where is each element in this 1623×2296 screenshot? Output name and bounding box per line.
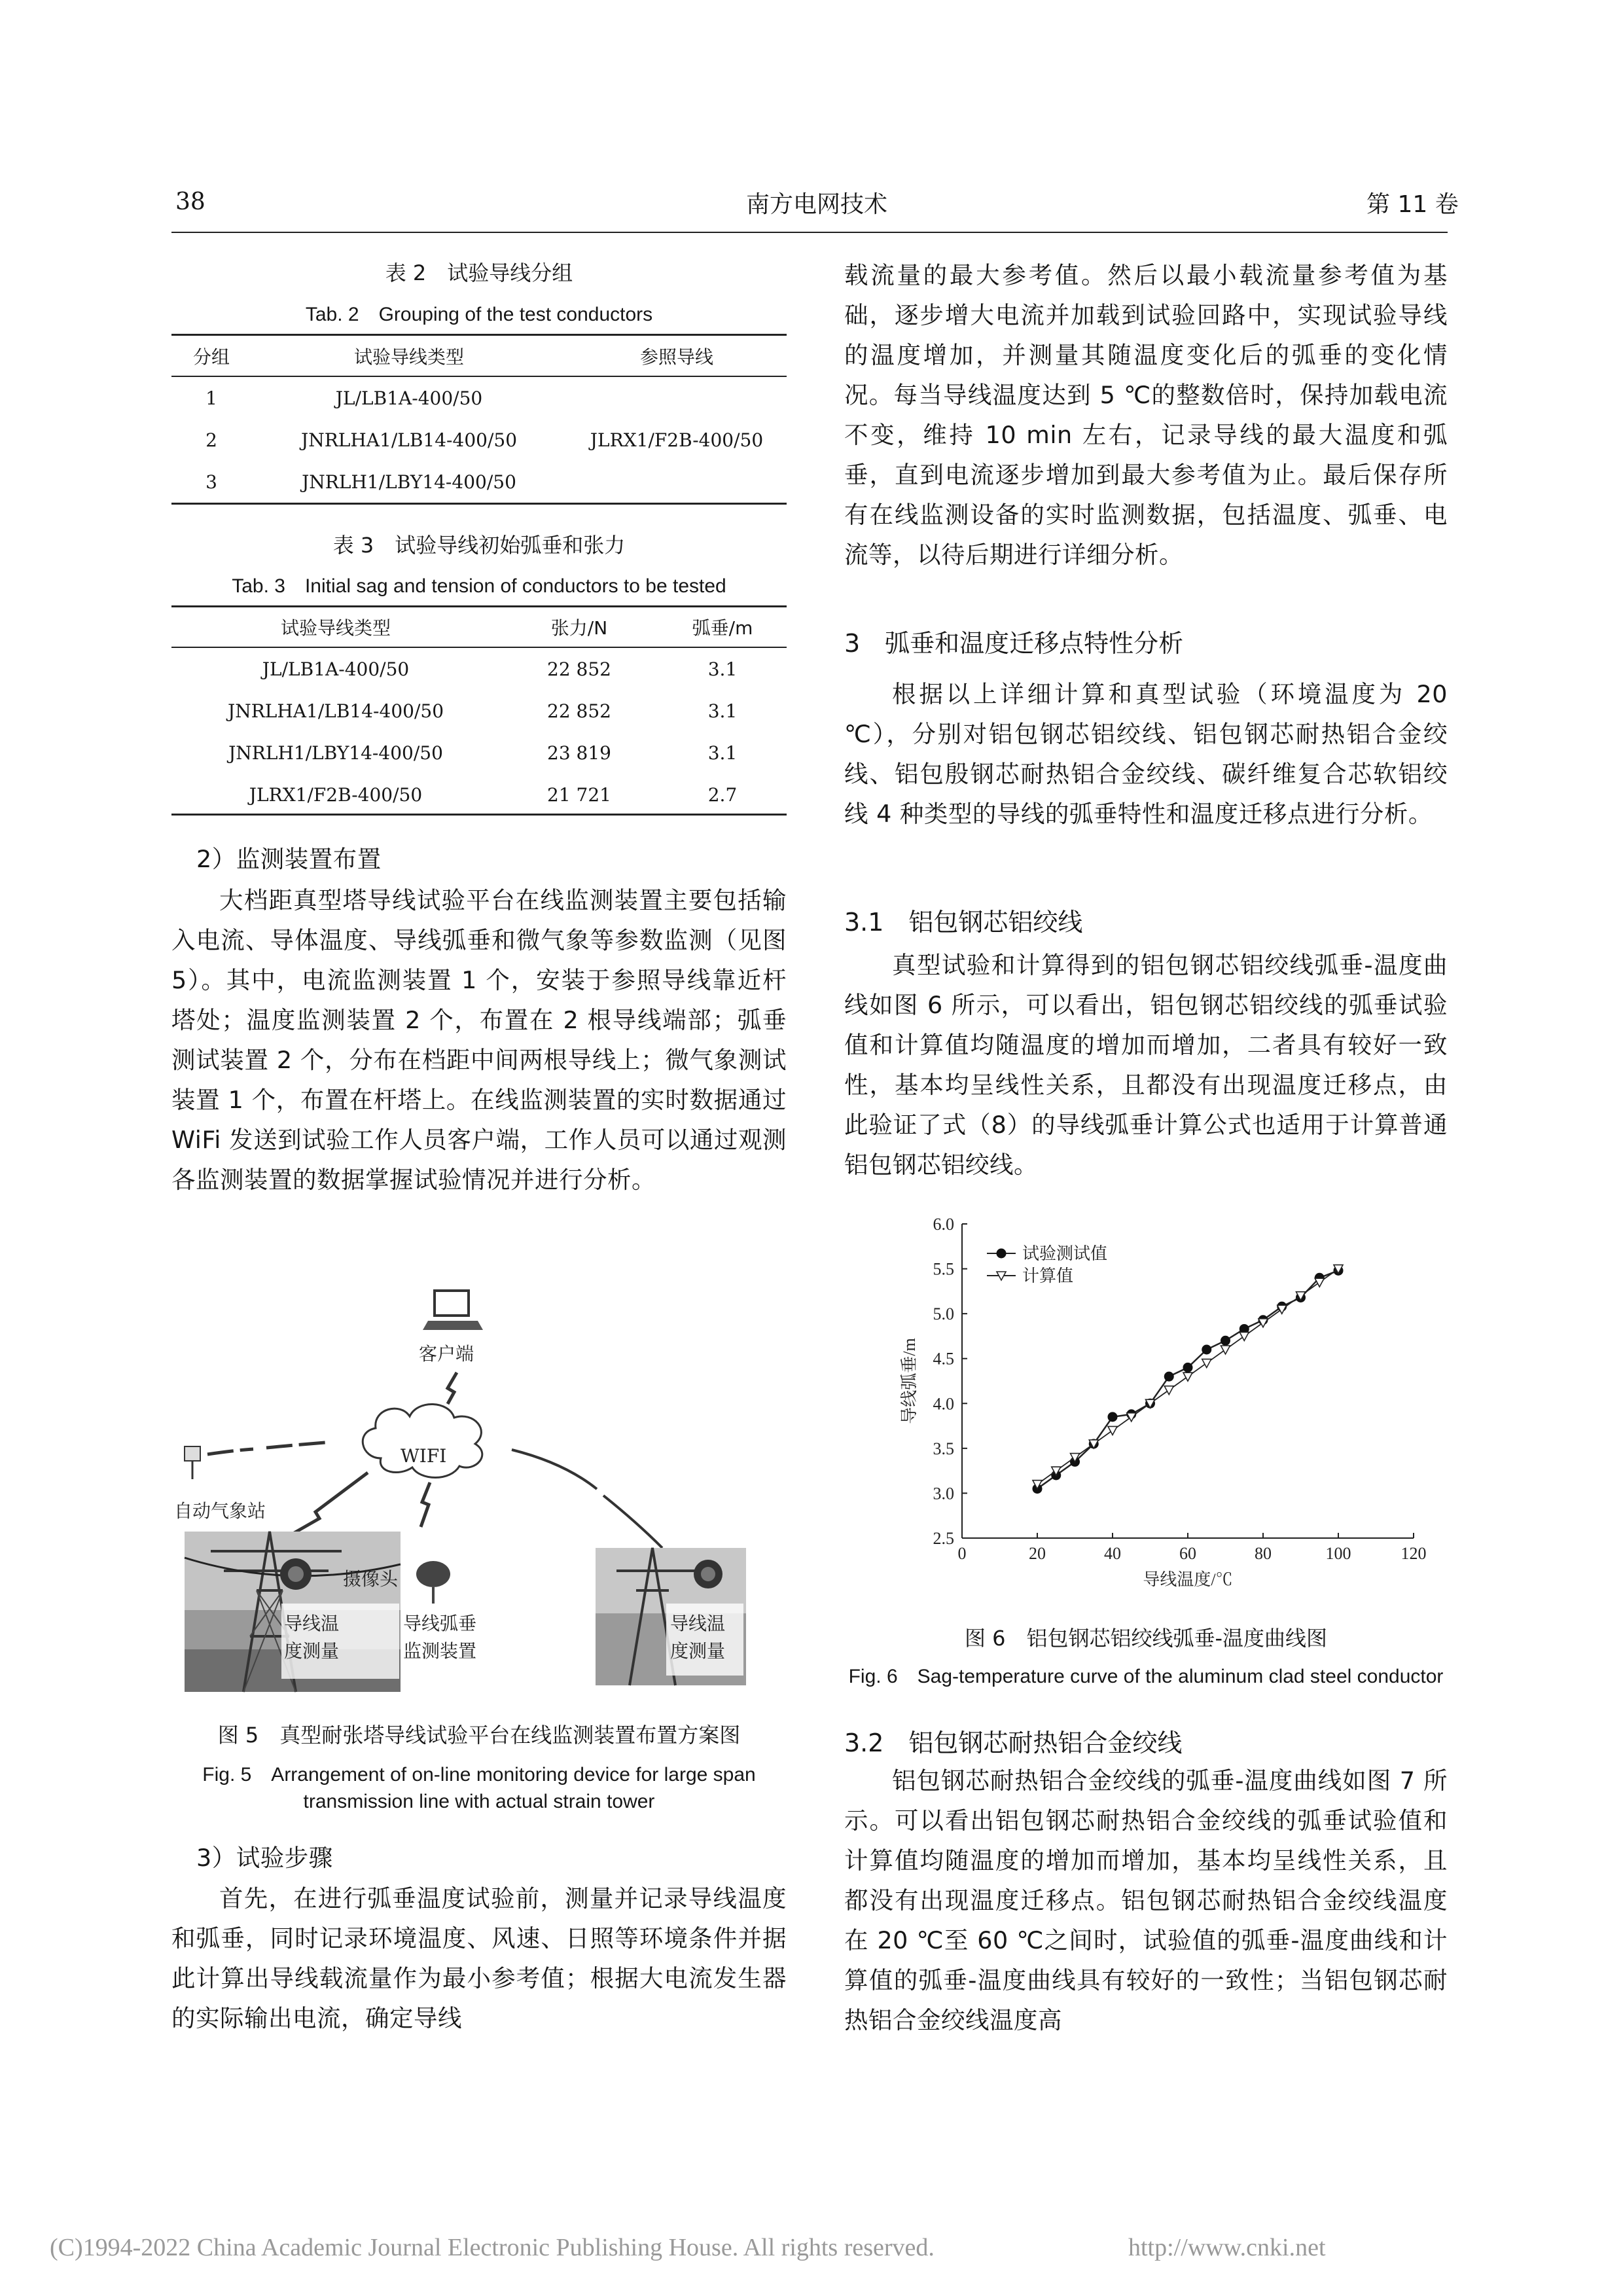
tower-photo-left [185,1532,401,1692]
laptop-icon [423,1291,483,1330]
table2-top-rule [171,334,787,336]
table2-caption-cn: 表 2 试验导线分组 [385,260,573,285]
legend-label-1: 试验测试值 [1022,1244,1108,1263]
data-point-calculated [1240,1332,1249,1340]
data-point-measured [1202,1345,1211,1355]
table-header-cell: 弧垂/m [692,617,753,639]
x-tick-label: 20 [1029,1544,1046,1563]
table-header-cell: 张力/N [550,617,608,639]
x-axis-label: 导线温度/℃ [1143,1570,1233,1589]
table-header-cell: 试验导线类型 [280,617,391,639]
y-axis-label: 导线弧垂/m [900,1338,919,1424]
page-number: 38 [175,188,205,215]
footer-url[interactable]: http://www.cnki.net [1128,2234,1326,2261]
y-tick-label: 3.5 [933,1439,954,1458]
sag-monitor-icon [416,1561,450,1604]
table-row [171,774,787,816]
copyright-notice: (C)1994-2022 China Academic Journal Electronic Publishing House. All rights reserved. [50,2234,935,2261]
table3 [171,607,787,816]
table-header-cell: 参照导线 [639,346,713,368]
data-point-calculated [1108,1426,1117,1435]
table-header-cell: 分组 [192,346,230,368]
table-row [171,690,787,732]
x-tick-label: 0 [957,1544,967,1563]
temperature-label-left-2: 度测量 [284,1640,340,1662]
table-row [171,732,787,774]
table-cell: 3.1 [707,742,738,764]
data-point-measured [1221,1336,1230,1346]
paragraph-section-3-1: 真型试验和计算得到的铝包钢芯铝绞线弧垂-温度曲线如图 6 所示，可以看出，铝包钢芯铝绞线的弧垂试验值和计算值均随温度的增加而增加，二者具有较好一致性，基本均呈线性关系，且都没有出现温度迁移点，由此验证了式（8）的导线弧垂计算公式也适用于计算普通铝包钢芯铝绞线。 [844,951,1448,1179]
header-rule [171,232,1448,233]
table-cell: JLRX1/F2B-400/50 [249,783,423,806]
table-row [171,419,787,461]
sag-monitor-label-2: 监测装置 [403,1640,477,1662]
table-cell: 3.1 [707,658,738,680]
table-cell: JLRX1/F2B-400/50 [590,429,764,451]
wifi-label: WIFI [401,1445,447,1467]
figure5-caption-cn: 图 5 真型耐张塔导线试验平台在线监测装置布置方案图 [217,1723,741,1748]
paragraph-monitoring: 大档距真型塔导线试验平台在线监测装置主要包括输入电流、导体温度、导线弧垂和微气象等参数监测（见图 5）。其中，电流监测装置 1 个，安装于参照导线靠近杆塔处；温度监测装置 2 个，布置在 2 根导线端部；弧垂测试装置 2 个，分布在档距中间两根导线上；微气象测试装置 1 个，布置在杆塔上。在线监测装置的实时数据通过 WiFi 发送到试验工作人员客户端，工作人员可以通过观测各监测装置的数据掌握试验情况并进行分析。 [171,886,787,1194]
table2 [171,336,787,503]
weather-station-label: 自动气象站 [174,1500,266,1522]
table-cell: 23 819 [547,742,611,764]
y-tick-label: 4.0 [933,1394,954,1414]
table-header-row [171,336,787,376]
table-cell: 3 [205,471,217,493]
table-cell: 2.7 [707,783,738,806]
temperature-label-right-2: 度测量 [670,1640,726,1662]
figure-6-chart [870,1204,1440,1623]
y-tick-label: 2.5 [933,1529,954,1548]
figure5-caption-en-2: transmission line with actual strain tower [303,1791,655,1812]
paragraph-right-top: 载流量的最大参考值。然后以最小载流量参考值为基础，逐步增大电流并加载到试验回路中，实现试验导线的温度增加，并测量其随温度变化后的弧垂的变化情况。每当导线温度达到 5 ℃的整数倍时，保持加载电流不变，维持 10 min 左右，记录导线的最大温度和弧垂，直到电流逐步增加到最大参考值为止。最后保存所有在线监测设备的实时监测数据，包括温度、弧垂、电流等，以待后期进行详细分析。 [844,261,1448,569]
table-cell [567,377,787,419]
table-cell: 22 852 [547,658,611,680]
legend-label-2: 计算值 [1022,1266,1074,1285]
table-cell: JNRLHA1/LB14-400/50 [300,429,518,451]
temperature-label-left-1: 导线温 [284,1613,340,1634]
paragraph-steps: 首先，在进行弧垂温度试验前，测量并记录导线温度和弧垂，同时记录环境温度、风速、日照等环境条件并据此计算出导线载流量作为最小参考值；根据大电流发生器的实际输出电流，确定导线 [171,1884,787,2032]
subheading-steps: 3）试验步骤 [196,1844,333,1872]
y-tick-label: 5.0 [933,1304,954,1324]
y-tick-label: 3.0 [933,1484,954,1503]
table-cell: JNRLH1/LBY14-400/50 [302,471,516,493]
data-point-calculated [1221,1346,1230,1354]
temperature-label-right-1: 导线温 [670,1613,726,1634]
x-tick-label: 40 [1104,1544,1121,1563]
table3-caption-cn: 表 3 试验导线初始弧垂和张力 [332,533,626,558]
table-cell: JNRLH1/LBY14-400/50 [228,742,443,764]
table-cell: 3.1 [707,700,738,722]
table-cell: JNRLHA1/LB14-400/50 [227,700,444,722]
data-point-measured [1108,1412,1118,1422]
table2-bottom-rule [171,503,787,505]
table3-caption-en: Tab. 3 Initial sag and tension of conductors to be tested [232,575,726,597]
journal-name: 南方电网技术 [746,191,888,218]
client-label: 客户端 [419,1343,474,1365]
table-cell: JL/LB1A-400/50 [262,658,410,680]
x-tick-label: 120 [1400,1544,1427,1563]
legend-marker-measured [997,1249,1007,1259]
x-tick-label: 80 [1255,1544,1272,1563]
table-row [171,648,787,690]
x-tick-label: 60 [1179,1544,1196,1563]
table3-bottom-rule [171,814,787,816]
table-header-row [171,607,787,647]
y-tick-label: 6.0 [933,1215,954,1234]
section-3-1-heading: 3.1 铝包钢芯铝绞线 [844,908,1083,937]
table-cell [567,461,787,503]
paragraph-section-3-2: 铝包钢芯耐热铝合金绞线的弧垂-温度曲线如图 7 所示。可以看出铝包钢芯耐热铝合金绞线的弧垂试验值和计算值均随温度的增加而增加，基本均呈线性关系，且都没有出现温度迁移点。铝包钢芯耐热铝合金绞线温度在 20 ℃至 60 ℃之间时，试验值的弧垂-温度曲线和计算值的弧垂-温度曲线具有较好的一致性；当铝包钢芯耐热铝合金绞线温度高 [844,1767,1448,2034]
table2-caption-en: Tab. 2 Grouping of the test conductors [305,304,653,325]
weather-station-icon [185,1446,200,1479]
data-point-calculated [1183,1372,1192,1381]
camera-label: 摄像头 [343,1568,399,1590]
table-cell: JL/LB1A-400/50 [335,387,483,409]
x-tick-label: 100 [1325,1544,1351,1563]
data-point-measured [1183,1363,1193,1372]
section-3-2-heading: 3.2 铝包钢芯耐热铝合金绞线 [844,1729,1183,1757]
y-tick-label: 4.5 [933,1349,954,1369]
table-cell: 22 852 [547,700,611,722]
table-row [171,461,787,503]
figure6-caption-en: Fig. 6 Sag-temperature curve of the aluminum clad steel conductor [848,1666,1444,1687]
figure6-caption-cn: 图 6 铝包钢芯铝绞线弧垂-温度曲线图 [964,1626,1328,1651]
section-3-heading: 3 弧垂和温度迁移点特性分析 [844,629,1184,658]
data-point-calculated [1202,1359,1211,1368]
figure5-caption-en-1: Fig. 5 Arrangement of on-line monitoring device for large span [202,1764,756,1785]
sag-monitor-label-1: 导线弧垂 [403,1613,477,1634]
subheading-monitoring: 2）监测装置布置 [196,845,382,873]
table-cell: 1 [205,387,217,409]
data-point-measured [1164,1372,1174,1382]
table-cell: 21 721 [547,783,611,806]
volume-label: 第 11 卷 [1366,191,1459,218]
table-cell: 2 [205,429,217,451]
figure-5-diagram [171,1283,787,1708]
table-header-cell: 试验导线类型 [353,346,464,368]
data-point-calculated [1164,1386,1173,1395]
data-point-calculated [1315,1278,1324,1287]
wireless-link-icon [448,1372,457,1404]
paragraph-section-3: 根据以上详细计算和真型试验（环境温度为 20 ℃），分别对铝包钢芯铝绞线、铝包钢芯耐热铝合金绞线、铝包殷钢芯耐热铝合金绞线、碳纤维复合芯软铝绞线 4 种类型的导线的弧垂特性和温度迁移点进行分析。 [844,680,1448,828]
table-row [171,377,787,419]
y-tick-label: 5.5 [933,1259,954,1279]
